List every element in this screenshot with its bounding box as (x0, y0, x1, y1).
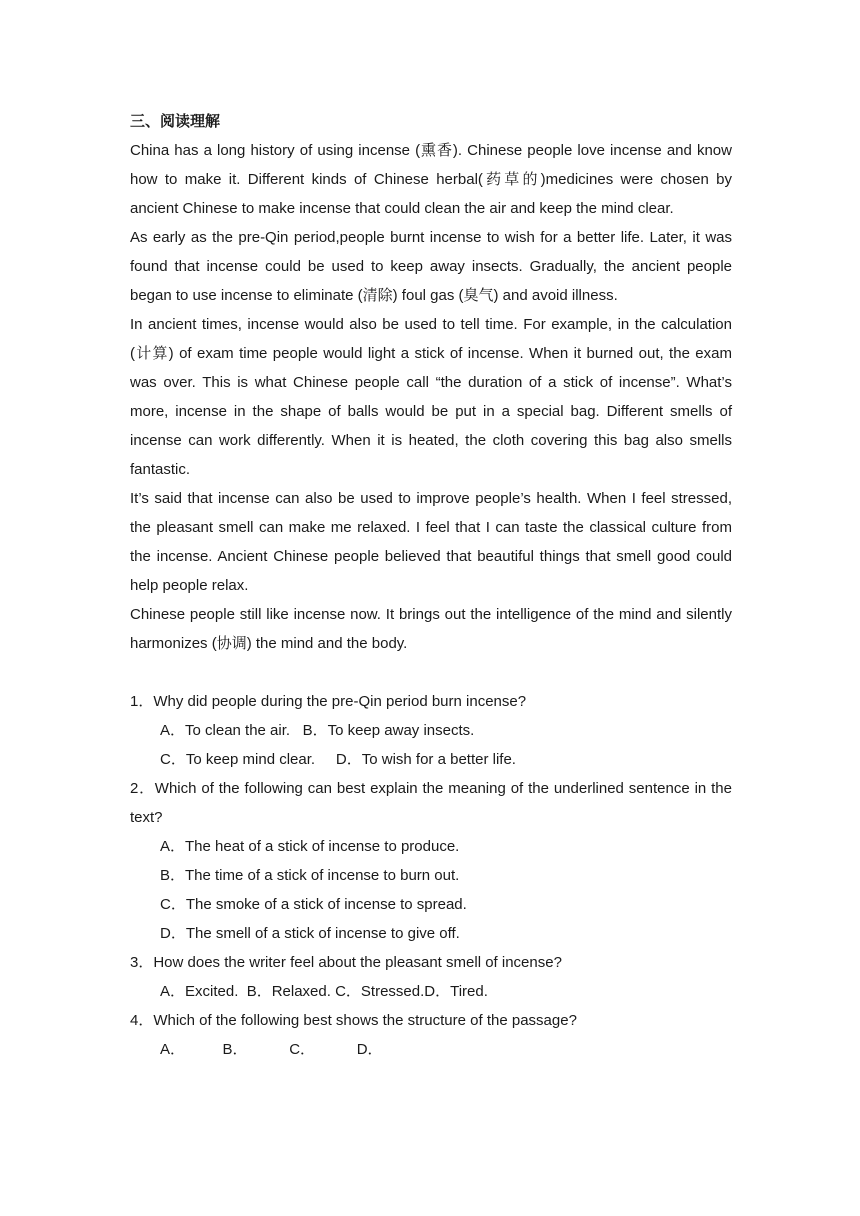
option-line: D．The smell of a stick of incense to give off. (160, 925, 460, 942)
option-line: C．To keep mind clear. D．To wish for a better life. (160, 751, 516, 768)
question-list (130, 687, 732, 1064)
question-options (130, 832, 732, 948)
passage-paragraph-3: In ancient times, incense would also be used to tell time. For example, in the calculation (计算) of exam time people would light a stick of incense. When it burned out, the exam was over. This is what Chinese people call “the duration of a stick of incense”. What’s more, incense in the shape of balls would be put in a special bag. Different smells of incense can work differently. When it is heated, the cloth covering this bag also smells fantastic. (130, 316, 732, 478)
spacer (130, 658, 732, 687)
question-options (130, 716, 732, 774)
question-4 (130, 1006, 732, 1064)
question-options (130, 1035, 732, 1064)
question-stem: 2．Which of the following can best explain the meaning of the underlined sentence in the text? (130, 780, 732, 826)
section-title: 三、阅读理解 (130, 112, 221, 130)
option-line: C．The smoke of a stick of incense to spread. (160, 896, 467, 913)
passage-paragraph-1: China has a long history of using incense (熏香). Chinese people love incense and know how to make it. Different kinds of Chinese herbal(药草的)medicines were chosen by ancient Chinese to make incense that could clean the air and keep the mind clear. (130, 142, 732, 217)
passage-paragraph-2: As early as the pre-Qin period,people burnt incense to wish for a better life. Later, it was found that incense could be used to keep away insects. Gradually, the ancient people began to use incense to eliminate (清除) foul gas (臭气) and avoid illness. (130, 229, 732, 304)
option-line: A．Excited. B．Relaxed. C．Stressed.D．Tired. (160, 983, 488, 1000)
question-1 (130, 687, 732, 774)
reading-passage (130, 136, 732, 658)
option-line: A．To clean the air. B．To keep away insects. (160, 722, 475, 739)
question-2 (130, 774, 732, 948)
question-stem: 4．Which of the following best shows the structure of the passage? (130, 1012, 577, 1029)
question-options (130, 977, 732, 1006)
passage-paragraph-4: It’s said that incense can also be used to improve people’s health. When I feel stressed, the pleasant smell can make me relaxed. I feel that I can taste the classical culture from the incense. Ancient Chinese people believed that beautiful things that smell good could help people relax. (130, 490, 732, 594)
option-line: A．The heat of a stick of incense to produce. (160, 838, 460, 855)
question-3 (130, 948, 732, 1006)
question-stem: 3．How does the writer feel about the pleasant smell of incense? (130, 954, 562, 971)
option-line: A． B． C． D． (160, 1041, 383, 1058)
option-line: B．The time of a stick of incense to burn out. (160, 867, 460, 884)
question-stem: 1．Why did people during the pre-Qin period burn incense? (130, 693, 527, 710)
passage-paragraph-5: Chinese people still like incense now. It brings out the intelligence of the mind and silently harmonizes (协调) the mind and the body. (130, 606, 732, 652)
worksheet-page (130, 107, 732, 1064)
